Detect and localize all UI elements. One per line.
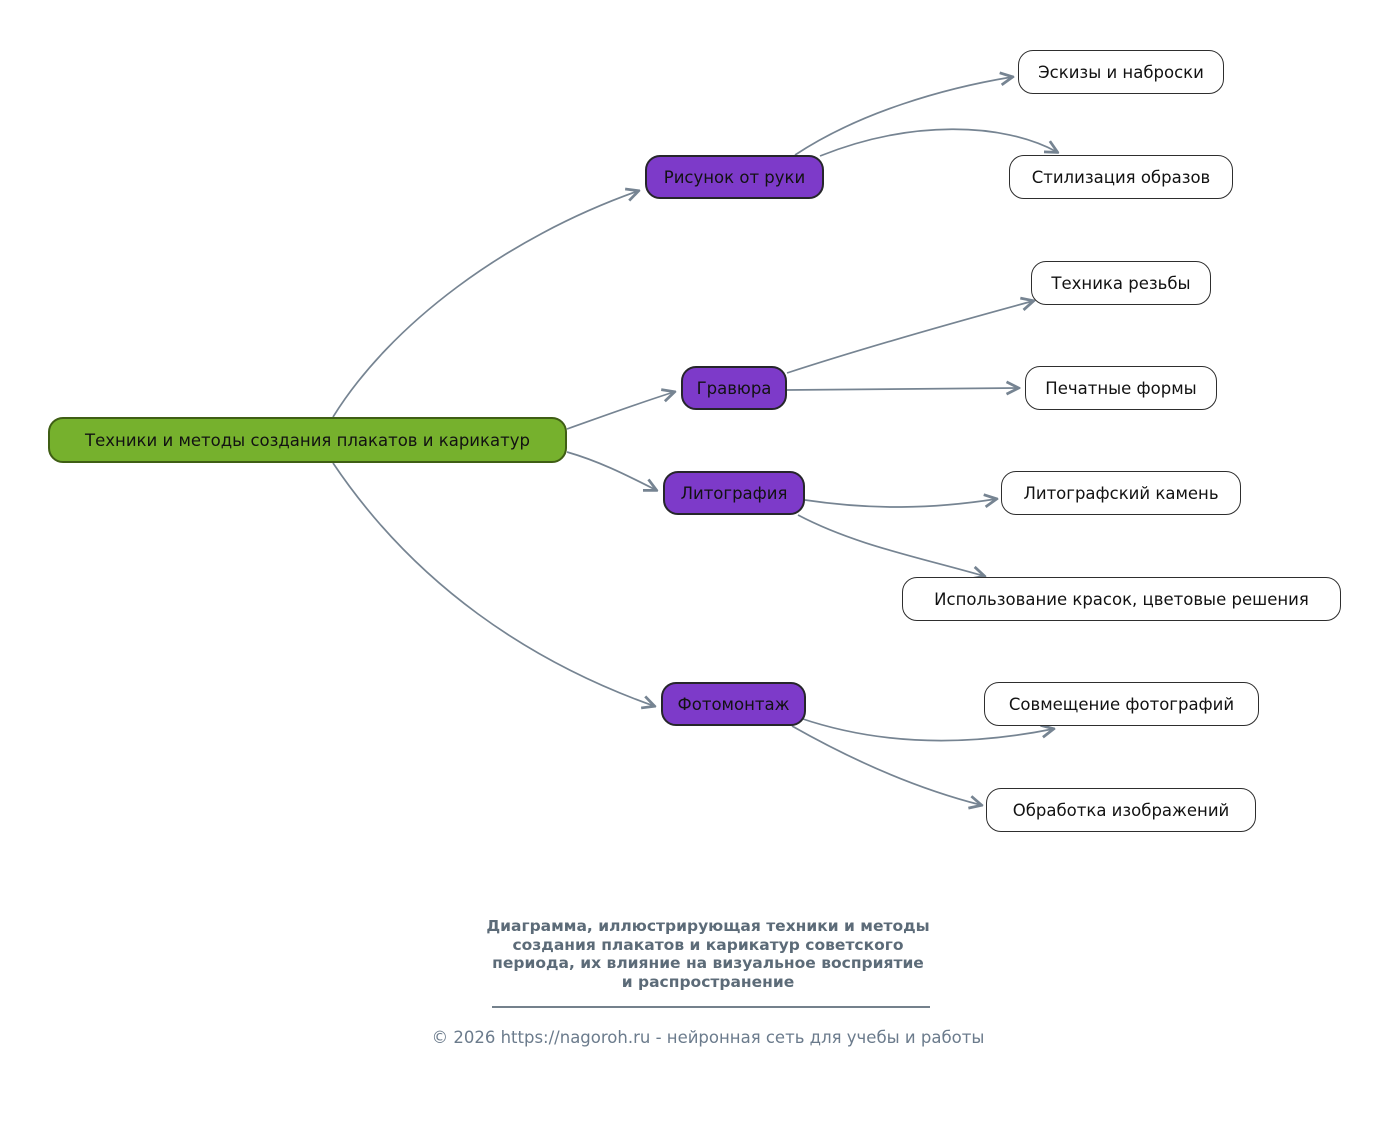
edge-root-engraving — [567, 392, 674, 429]
leaf-node-color-use[interactable]: Использование красок, цветовые решения — [902, 577, 1341, 621]
branch-node-engraving[interactable]: Гравюра — [681, 366, 787, 410]
leaf-node-image-processing[interactable]: Обработка изображений — [986, 788, 1256, 832]
edge-root-hand-drawing — [333, 191, 638, 417]
edge-engraving-printforms — [787, 388, 1018, 390]
edge-lithography-stone — [805, 499, 996, 507]
caption-line: Диаграмма, иллюстрирующая техники и методы — [486, 917, 930, 935]
caption-divider — [492, 1006, 930, 1008]
edge-root-photomontage — [333, 463, 654, 706]
edge-photomontage-processing — [792, 726, 981, 805]
edge-lithography-colors — [798, 515, 984, 576]
leaf-node-stylization[interactable]: Стилизация образов — [1009, 155, 1233, 199]
diagram-caption — [400, 917, 1016, 991]
caption-line: и распространение — [621, 972, 795, 991]
leaf-node-photo-combining[interactable]: Совмещение фотографий — [984, 682, 1259, 726]
leaf-node-lithographic-stone[interactable]: Литографский камень — [1001, 471, 1241, 515]
edge-hand-sketches — [795, 77, 1012, 155]
branch-node-photomontage[interactable]: Фотомонтаж — [661, 682, 806, 726]
edge-hand-stylization — [820, 129, 1057, 156]
caption-line: создания плакатов и карикатур советского — [512, 935, 904, 954]
caption-line: периода, их влияние на визуальное восприятие — [492, 954, 924, 972]
leaf-node-sketches[interactable]: Эскизы и наброски — [1018, 50, 1224, 94]
branch-node-hand-drawing[interactable]: Рисунок от руки — [645, 155, 824, 199]
edge-root-lithography — [567, 452, 656, 490]
branch-node-lithography[interactable]: Литография — [663, 471, 805, 515]
leaf-node-carving-technique[interactable]: Техника резьбы — [1031, 261, 1211, 305]
root-node-techniques[interactable]: Техники и методы создания плакатов и карикатур — [48, 417, 567, 463]
edge-engraving-carving — [787, 301, 1033, 373]
leaf-node-printing-forms[interactable]: Печатные формы — [1025, 366, 1217, 410]
copyright-footer: © 2026 https://nagoroh.ru - нейронная сеть для учебы и работы — [431, 1028, 985, 1047]
